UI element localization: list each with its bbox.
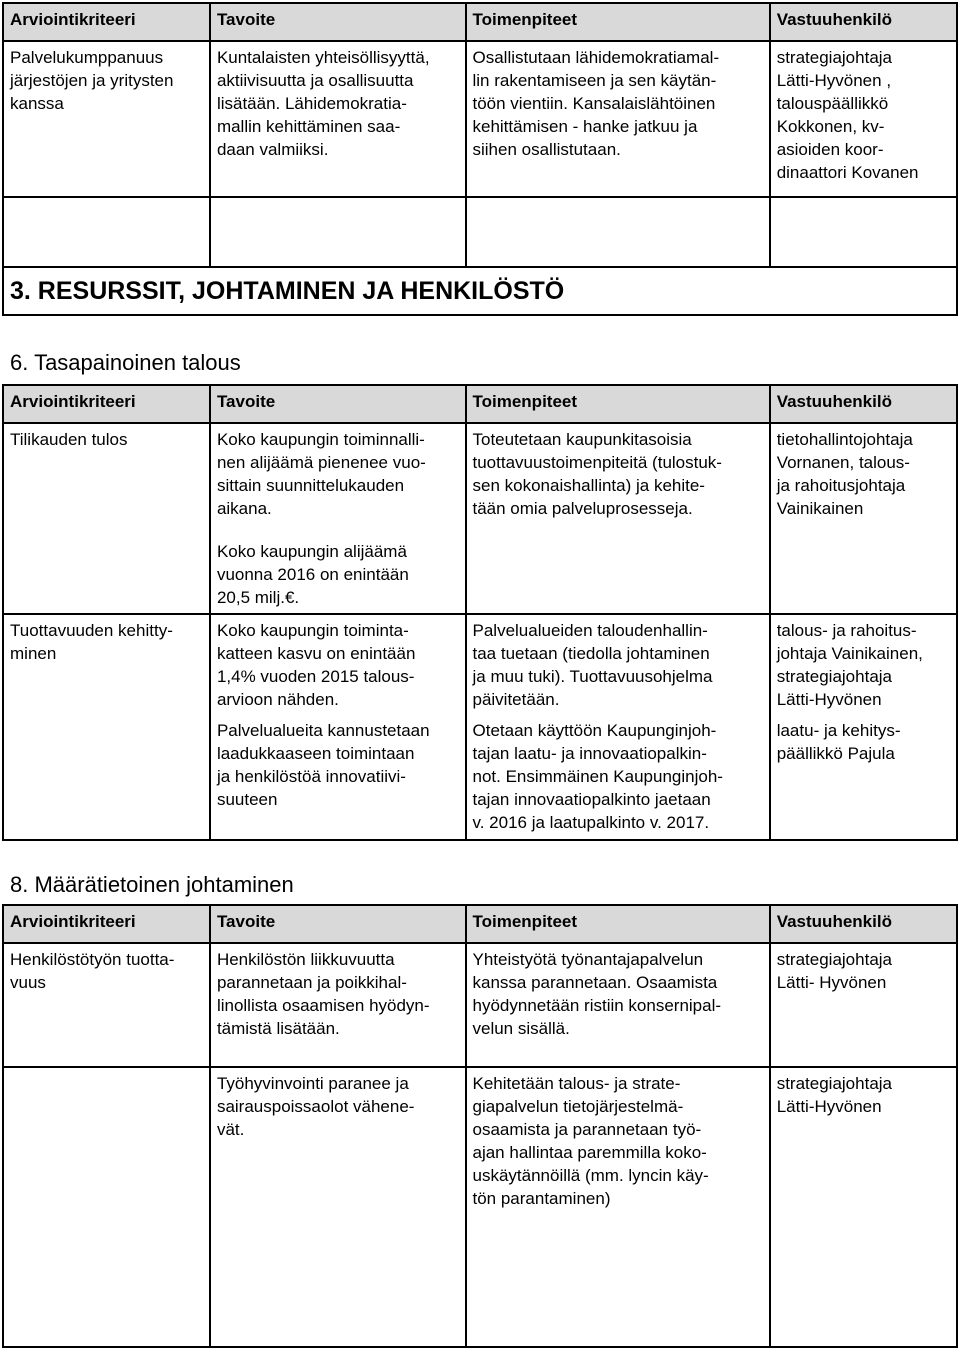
table-balanced-economy	[2, 384, 958, 841]
cell-empty	[3, 197, 210, 267]
cell-criteria	[3, 1067, 210, 1347]
table-row	[3, 715, 957, 840]
cell-actions: Yhteistyötä työnantajapalvelun kanssa parannetaan. Osaamista hyödynnetään ristiin konsernipal- velun sisällä.	[466, 943, 770, 1067]
cell-goal: Palvelualueita kannustetaan laadukkaaseen toimintaan ja henkilöstöä innovatiivi- suuteen	[210, 715, 466, 840]
header-criteria: Arviointikriteeri	[3, 905, 210, 943]
section-title-resources: 3. RESURSSIT, JOHTAMINEN JA HENKILÖSTÖ	[3, 267, 957, 315]
cell-actions: Otetaan käyttöön Kaupunginjoh- tajan laatu- ja innovaatiopalkin- not. Ensimmäinen Kaupunginjoh- tajan innovaatiopalkinto jaetaan v. 2016 ja laatupalkinto v. 2017.	[466, 715, 770, 840]
table-row	[3, 197, 957, 267]
cell-criteria: Tilikauden tulos	[3, 423, 210, 536]
cell-goal: Työhyvinvointi paranee ja sairauspoissaolot vähene- vät.	[210, 1067, 466, 1347]
header-actions: Toimenpiteet	[466, 385, 770, 423]
cell-criteria: Henkilöstötyön tuotta- vuus	[3, 943, 210, 1067]
cell-responsible: talous- ja rahoitus- johtaja Vainikainen, strategiajohtaja Lätti-Hyvönen	[770, 614, 957, 715]
table-row	[3, 1067, 957, 1347]
table-row	[3, 536, 957, 614]
table-partnership	[2, 2, 958, 316]
cell-actions	[466, 536, 770, 614]
section-title-leadership: 8. Määrätietoinen johtaminen	[10, 872, 294, 897]
cell-criteria	[3, 715, 210, 840]
table-header-row	[3, 3, 957, 41]
cell-criteria: Palvelukumppanuus järjestöjen ja yritysten kanssa	[3, 41, 210, 197]
header-criteria: Arviointikriteeri	[3, 3, 210, 41]
cell-responsible: tietohallintojohtaja Vornanen, talous- ja rahoitusjohtaja Vainikainen	[770, 423, 957, 536]
cell-actions: Kehitetään talous- ja strate- giapalvelun tietojärjestelmä- osaamista ja parannetaan työ- ajan hallintaa paremmilla koko- uskäytännöillä (mm. lyncin käy- tön parantaminen)	[466, 1067, 770, 1347]
table-header-row	[3, 385, 957, 423]
table-leadership	[2, 904, 958, 1348]
table-row	[3, 41, 957, 197]
header-responsible: Vastuuhenkilö	[770, 905, 957, 943]
header-goal: Tavoite	[210, 3, 466, 41]
section-heading-row	[3, 267, 957, 315]
cell-criteria: Tuottavuuden kehitty- minen	[3, 614, 210, 715]
table-row	[3, 614, 957, 715]
header-goal: Tavoite	[210, 905, 466, 943]
cell-responsible	[770, 536, 957, 614]
cell-goal: Koko kaupungin alijäämä vuonna 2016 on enintään 20,5 milj.€.	[210, 536, 466, 614]
cell-responsible: strategiajohtaja Lätti-Hyvönen , talouspäällikkö Kokkonen, kv- asioiden koor- dinaattori Kovanen	[770, 41, 957, 197]
cell-responsible: strategiajohtaja Lätti-Hyvönen	[770, 1067, 957, 1347]
cell-actions: Osallistutaan lähidemokratiamal- lin rakentamiseen ja sen käytän- töön vientiin. Kansalaislähtöinen kehittämisen - hanke jatkuu ja siihen osallistutaan.	[466, 41, 770, 197]
cell-goal: Henkilöstön liikkuvuutta parannetaan ja poikkihal- linollista osaamisen hyödyn- tämistä lisätään.	[210, 943, 466, 1067]
header-responsible: Vastuuhenkilö	[770, 385, 957, 423]
cell-empty	[466, 197, 770, 267]
table-header-row	[3, 905, 957, 943]
cell-actions: Palvelualueiden taloudenhallin- taa tuetaan (tiedolla johtaminen ja muu tuki). Tuottavuusohjelma päivitetään.	[466, 614, 770, 715]
cell-criteria	[3, 536, 210, 614]
table-row	[3, 423, 957, 536]
cell-goal: Koko kaupungin toiminta- katteen kasvu on enintään 1,4% vuoden 2015 talous- arvioon nähden.	[210, 614, 466, 715]
header-goal: Tavoite	[210, 385, 466, 423]
cell-goal: Kuntalaisten yhteisöllisyyttä, aktiivisuutta ja osallisuutta lisätään. Lähidemokratia- mallin kehittäminen saa- daan valmiiksi.	[210, 41, 466, 197]
cell-responsible: laatu- ja kehitys- päällikkö Pajula	[770, 715, 957, 840]
table-row	[3, 943, 957, 1067]
cell-goal: Koko kaupungin toiminnalli- nen alijäämä pienenee vuo- sittain suunnittelukauden aikana.	[210, 423, 466, 536]
header-actions: Toimenpiteet	[466, 3, 770, 41]
header-actions: Toimenpiteet	[466, 905, 770, 943]
cell-empty	[770, 197, 957, 267]
cell-actions: Toteutetaan kaupunkitasoisia tuottavuustoimenpiteitä (tulostuk- sen kokonaishallinta) ja kehite- tään omia palveluprosesseja.	[466, 423, 770, 536]
cell-empty	[210, 197, 466, 267]
cell-responsible: strategiajohtaja Lätti- Hyvönen	[770, 943, 957, 1067]
header-criteria: Arviointikriteeri	[3, 385, 210, 423]
section-title-balanced-economy: 6. Tasapainoinen talous	[10, 350, 241, 375]
header-responsible: Vastuuhenkilö	[770, 3, 957, 41]
